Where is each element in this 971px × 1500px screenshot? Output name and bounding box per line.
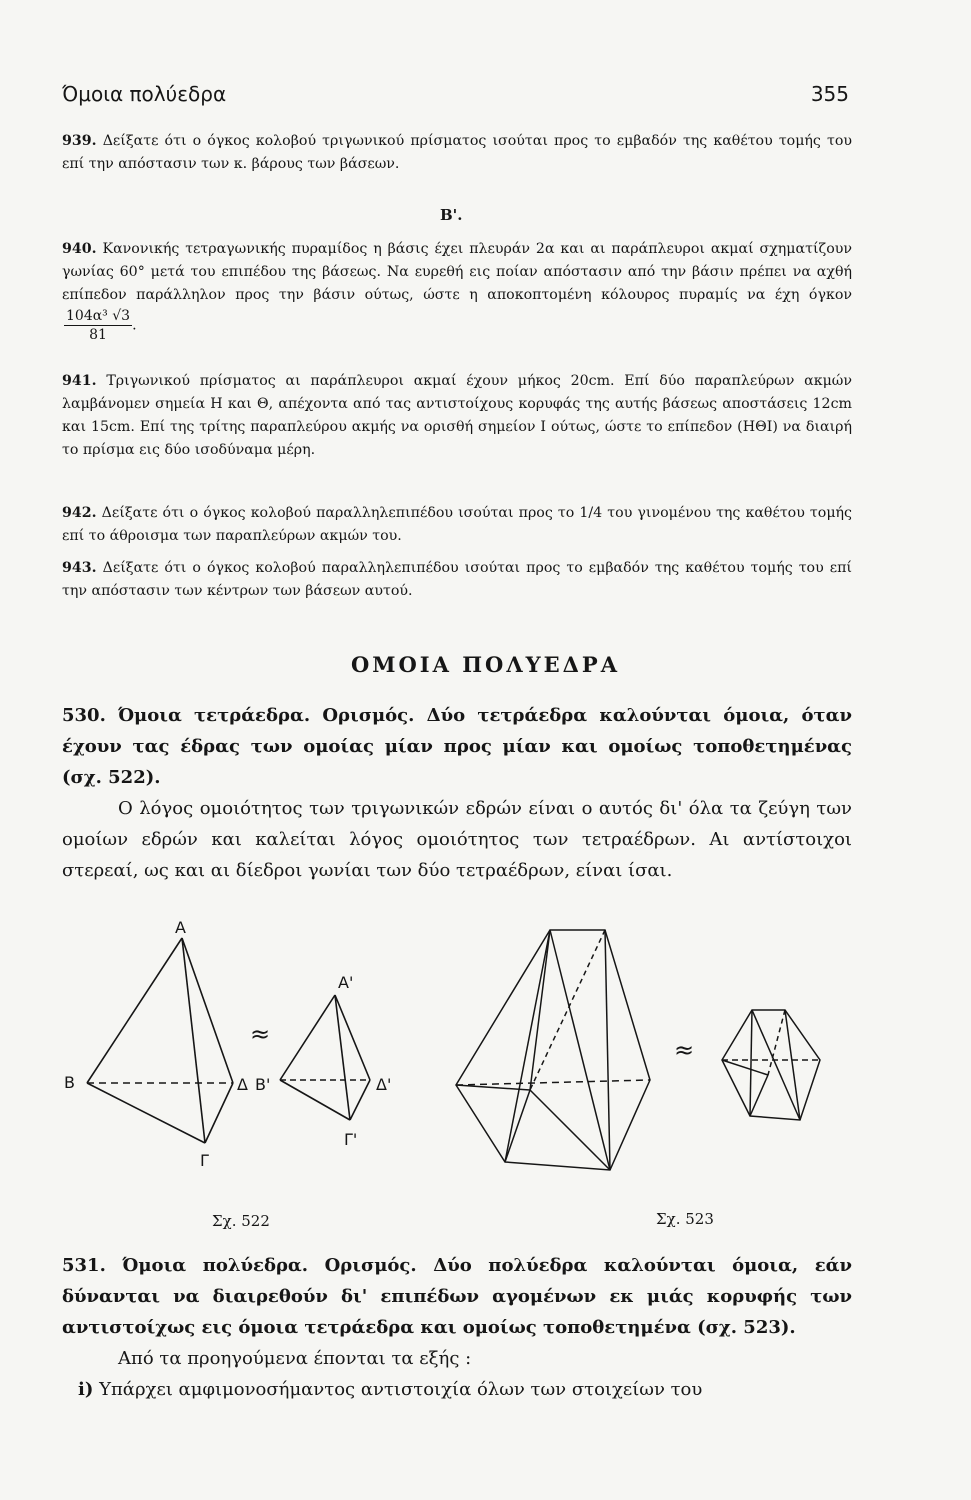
figure-522-large-tetrahedron <box>87 938 233 1143</box>
fraction-denominator: 81 <box>89 327 107 343</box>
item-number: i) <box>78 1379 94 1400</box>
exercise-number: 942. <box>62 505 97 521</box>
figure-522-small-tetrahedron <box>280 995 370 1120</box>
similar-sign-522: ≈ <box>250 1020 271 1048</box>
exercise-text: Κανονικής τετραγωνικής πυραμίδος η βάσις έχει πλευράν 2α και αι παράπλευροι ακμαί σχηματίζουν γωνίας 60° μετά του επιπέδου της βάσεως. Να ευρεθή εις ποίαν απόστασιν από την βάσιν πρέπει να αχθή επίπεδον παράλληλον προς την βάσιν ούτως, ώστε η αποκοπτομένη κόλουρος πυραμίς να έχη όγκον <box>62 241 853 303</box>
exercise-number: 940. <box>62 241 97 257</box>
figure-522-caption: Σχ. 522 <box>212 1212 270 1230</box>
paragraph-531-intro: Από τα προηγούμενα έπονται τα εξής : <box>118 1348 472 1369</box>
definition-531: 531. Όμοια πολύεδρα. Ορισμός. Δύο πολύεδρα καλούνται όμοια, εάν δύνανται να διαιρεθούν δι' επιπέδων αγομένων εκ μιάς κορυφής των αντιστοίχως εις όμοια τετράεδρα και ομοίως τοποθετημένα (σχ. 523). <box>62 1255 852 1338</box>
exercise-text: Δείξατε ότι ο όγκος κολοβού παραλληλεπιπέδου ισούται προς το 1/4 του γινομένου της καθέτου τομής επί το άθροισμα των παραπλεύρων ακμών του. <box>62 505 852 544</box>
label-b-prime: Β' <box>255 1075 271 1094</box>
label-d: Δ <box>237 1075 248 1094</box>
exercise-text: Τριγωνικού πρίσματος αι παράπλευροι ακμαί έχουν μήκος 20cm. Επί δύο παραπλεύρων ακμών λαμβάνομεν σημεία Η και Θ, απέχοντα από τας αντιστοίχους κορυφάς της αυτής βάσεως αποστάσεις 12cm και 15cm. Επί της τρίτης παραπλεύρου ακμής να ορισθή σημείον Ι ούτως, ώστε το επίπεδον (ΗΘΙ) να διαιρή το πρίσμα εις δύο ισοδύναμα μέρη. <box>62 373 852 458</box>
figure-523-caption: Σχ. 523 <box>656 1210 714 1228</box>
section-b-marker: Β'. <box>440 206 463 224</box>
label-g: Γ <box>200 1151 209 1170</box>
label-b: Β <box>64 1073 75 1092</box>
figure-523-large-polyhedron <box>456 930 650 1170</box>
exercise-text: Δείξατε ότι ο όγκος κολοβού παραλληλεπιπέδου ισούται προς το εμβαδόν της καθέτου τομής του επί την απόστασιν των κέντρων των βάσεων αυτού. <box>62 560 852 599</box>
section-title: ΟΜΟΙΑ ΠΟΛΥΕΔΡΑ <box>350 652 621 677</box>
label-a: Α <box>175 918 186 937</box>
exercise-text: Δείξατε ότι ο όγκος κολοβού τριγωνικού πρίσματος ισούται προς το εμβαδόν της καθέτου τομής του επί την απόστασιν των κ. βάρους των βάσεων. <box>62 133 853 172</box>
exercise-number: 939. <box>62 133 97 149</box>
paragraph-530-body: Ο λόγος ομοιότητος των τριγωνικών εδρών είναι ο αυτός δι' όλα τα ζεύγη των ομοίων εδρών και καλείται λόγος ομοιότητος των τετραέδρων. Αι αντίστοιχοι στερεαί, ως και αι δίεδροι γωνίαι των δύο τετραέδρων, είναι ίσαι. <box>62 798 852 881</box>
item-text: Υπάρχει αμφιμονοσήμαντος αντιστοιχία όλων των στοιχείων του <box>99 1379 703 1400</box>
paragraph-531-item-i <box>62 1374 852 1405</box>
page-number: 355 <box>810 82 849 106</box>
similar-sign-523: ≈ <box>674 1036 695 1064</box>
exercise-number: 943. <box>62 560 97 576</box>
paragraph-531 <box>62 1250 852 1405</box>
fraction-numerator: 104α³ √3 <box>66 308 131 324</box>
definition-530: 530. Όμοια τετράεδρα. Ορισμός. Δύο τετράεδρα καλούνται όμοια, όταν έχουν τας έδρας των ομοίας μίαν προς μίαν και ομοίως τοποθετημένας (σχ. 522). <box>62 705 852 788</box>
exercise-number: 941. <box>62 373 97 389</box>
figure-523-small-polyhedron <box>722 1010 820 1120</box>
label-g-prime: Γ' <box>344 1130 358 1149</box>
exercise-end: . <box>132 317 137 334</box>
running-header-title: Όμοια πολύεδρα <box>62 82 227 106</box>
label-a-prime: Α' <box>338 973 354 992</box>
label-d-prime: Δ' <box>376 1075 392 1094</box>
